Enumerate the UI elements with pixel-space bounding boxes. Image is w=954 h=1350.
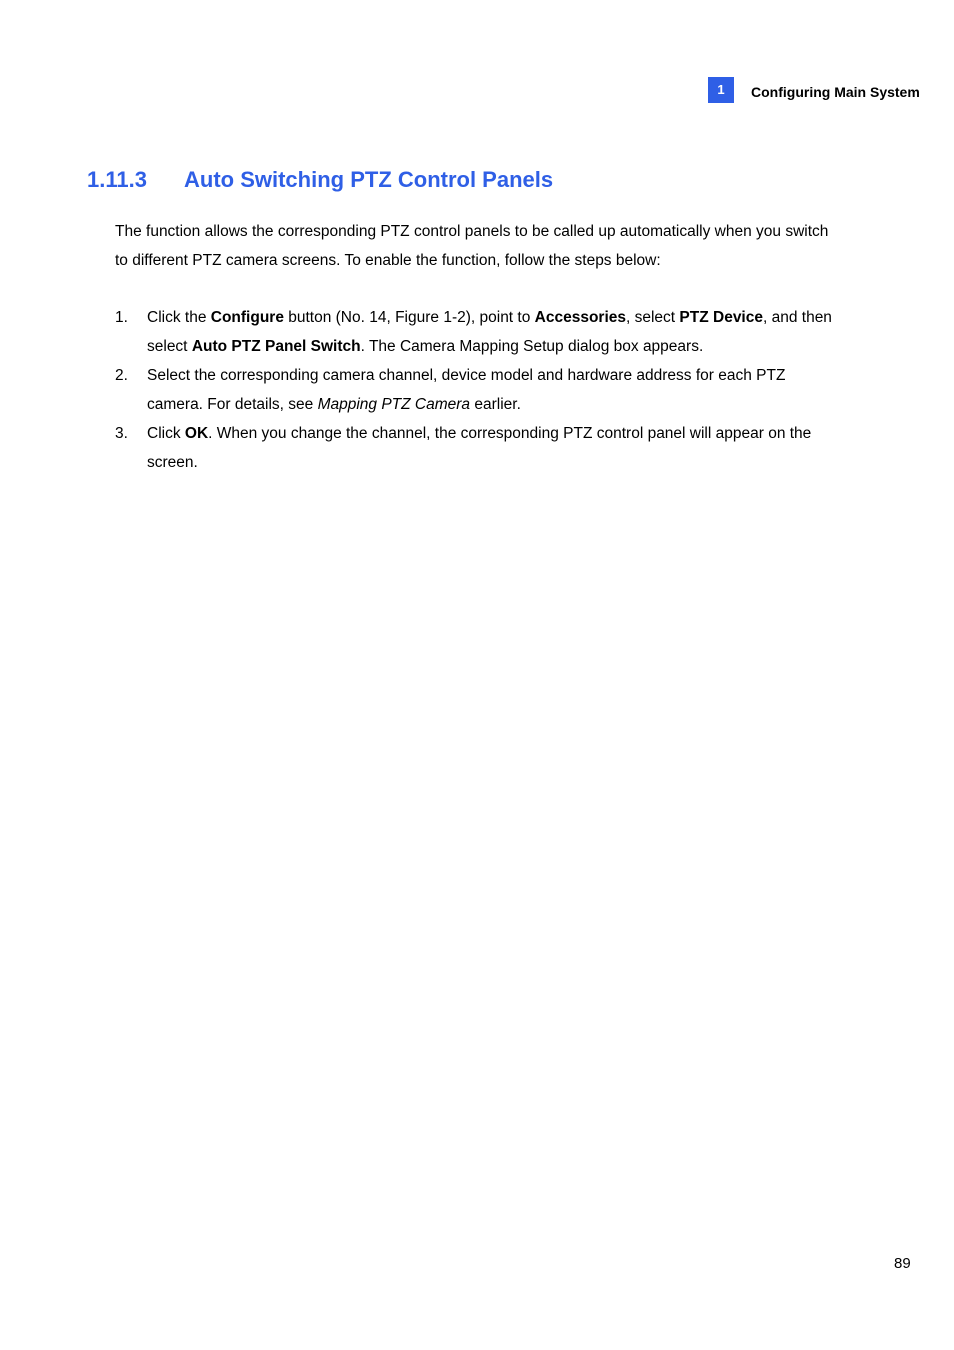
chapter-title: Configuring Main System bbox=[751, 84, 920, 100]
step-term: Mapping PTZ Camera bbox=[317, 396, 471, 413]
step-text: earlier. bbox=[470, 396, 521, 413]
section-title: Auto Switching PTZ Control Panels bbox=[184, 167, 554, 192]
step-term: PTZ Device bbox=[679, 309, 763, 326]
section-number: 1.11.3 bbox=[87, 167, 147, 192]
step-text: . The Camera Mapping Setup dialog box appears. bbox=[360, 338, 704, 355]
section-heading bbox=[87, 167, 553, 193]
step-term: Configure bbox=[210, 309, 284, 326]
intro-paragraph: The function allows the corresponding PTZ control panels to be called up automatically when you switch to different PTZ camera screens. To enable the function, follow the steps below: bbox=[115, 223, 829, 269]
step-term: OK bbox=[184, 425, 209, 442]
page-number: 89 bbox=[894, 1255, 911, 1272]
step-number: 2. bbox=[115, 367, 128, 384]
step-text: Click bbox=[147, 425, 185, 442]
step-item bbox=[115, 303, 845, 361]
step-text: button (No. 14, Figure 1-2), point to bbox=[283, 309, 535, 326]
step-text: Select the corresponding camera channel, device model and hardware address for each PTZ camera. For details, see bbox=[147, 367, 786, 413]
step-text: , select bbox=[626, 309, 680, 326]
step-number: 1. bbox=[115, 309, 128, 326]
step-term: Accessories bbox=[534, 309, 626, 326]
step-term: Auto PTZ Panel Switch bbox=[191, 338, 361, 355]
step-text: . When you change the channel, the corresponding PTZ control panel will appear on the screen. bbox=[147, 425, 812, 471]
step-number: 3. bbox=[115, 425, 128, 442]
steps-list bbox=[115, 303, 845, 477]
step-item bbox=[115, 361, 845, 419]
step-item bbox=[115, 419, 845, 477]
chapter-badge: 1 bbox=[708, 77, 734, 103]
step-text: Click the bbox=[147, 309, 211, 326]
step-text: , and then select bbox=[147, 309, 832, 355]
